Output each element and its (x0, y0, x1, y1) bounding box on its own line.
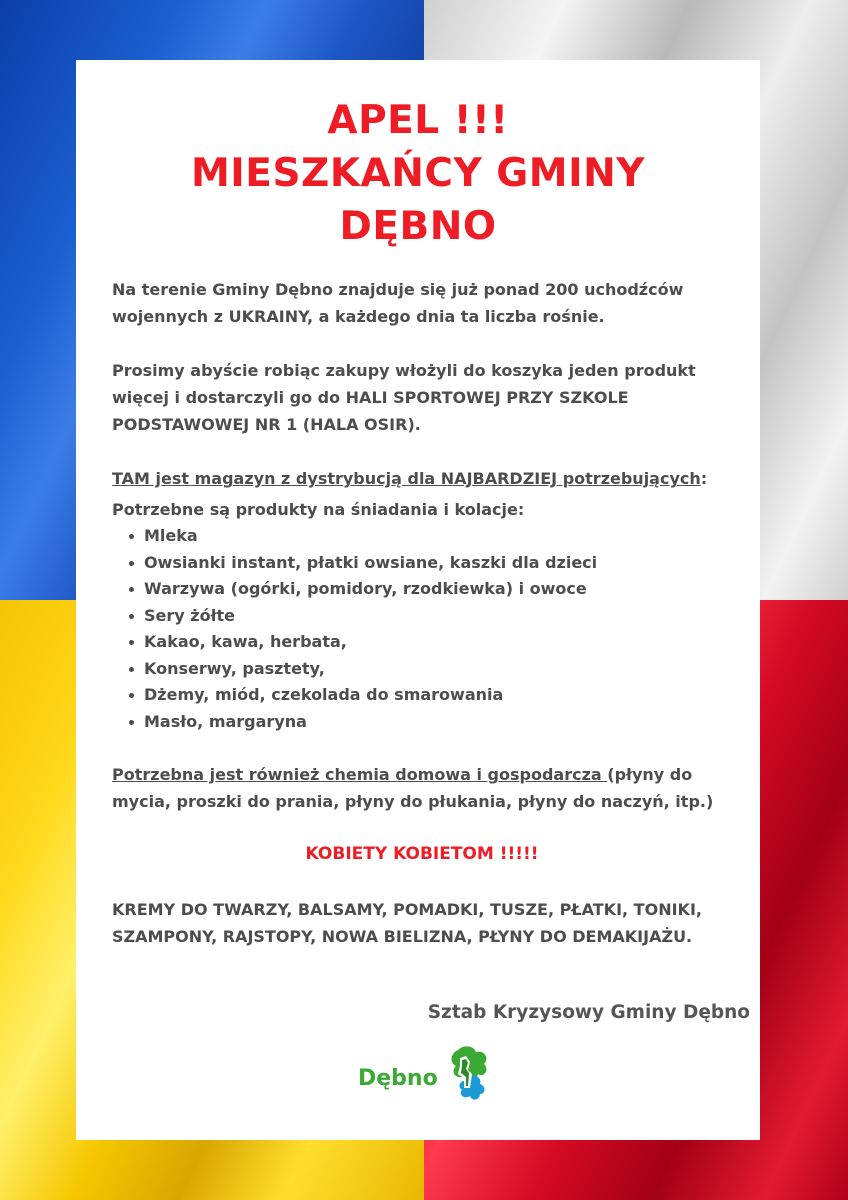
title-line-3: DĘBNO (339, 204, 497, 249)
list-item: Warzywa (ogórki, pomidory, rzodkiewka) i owoce (112, 576, 732, 603)
chemicals-underlined-text: Potrzebna jest również chemia domowa i gospodarcza (112, 765, 608, 784)
warehouse-underlined-text: TAM jest magazyn z dystrybucją dla NAJBARDZIEJ potrzebujących (112, 469, 701, 488)
products-list (112, 523, 732, 735)
chemicals-rest-text: (płyny do mycia, proszki do prania, płyny do płukania, płyny do naczyń, itp.) (112, 765, 714, 811)
list-item: Mleka (112, 523, 732, 550)
logo-text: Dębno (358, 1066, 438, 1091)
title-line-1: APEL !!! (327, 98, 509, 143)
intro-paragraph: Na terenie Gminy Dębno znajduje się już ponad 200 uchodźców wojennych z UKRAINY, a każdego dnia ta liczba rośnie. (112, 280, 684, 326)
request-paragraph: Prosimy abyście robiąc zakupy włożyli do koszyka jeden produkt więcej i dostarczyli go do HALI SPORTOWEJ PRZY SZKOLE PODSTAWOWEJ NR 1 (HALA OSIR). (112, 361, 696, 434)
debno-emblem-icon (440, 1044, 494, 1104)
page-title (76, 94, 760, 253)
title-line-2: MIESZKAŃCY GMINY (190, 151, 646, 196)
list-item: Kakao, kawa, herbata, (112, 629, 732, 656)
signature: Sztab Kryzysowy Gminy Dębno (427, 1002, 750, 1023)
list-item: Sery żółte (112, 603, 732, 630)
warehouse-paragraph (112, 465, 732, 492)
list-item: Owsianki instant, płatki owsiane, kaszki dla dzieci (112, 550, 732, 577)
warehouse-suffix: : (700, 469, 708, 488)
list-item: Masło, margaryna (112, 709, 732, 736)
notice-sheet (76, 60, 760, 1140)
notice-body (112, 276, 732, 950)
chemicals-paragraph (112, 761, 732, 815)
needs-intro: Potrzebne są produkty na śniadania i kolacje: (112, 500, 525, 519)
cosmetics-paragraph: KREMY DO TWARZY, BALSAMY, POMADKI, TUSZE, PŁATKI, TONIKI, SZAMPONY, RAJSTOPY, NOWA BIELIZNA, PŁYNY DO DEMAKIJAŻU. (112, 900, 702, 946)
women-heading: KOBIETY KOBIETOM !!!!! (305, 844, 539, 864)
debno-logo (358, 1044, 508, 1114)
list-item: Konserwy, pasztety, (112, 656, 732, 683)
list-item: Dżemy, miód, czekolada do smarowania (112, 682, 732, 709)
